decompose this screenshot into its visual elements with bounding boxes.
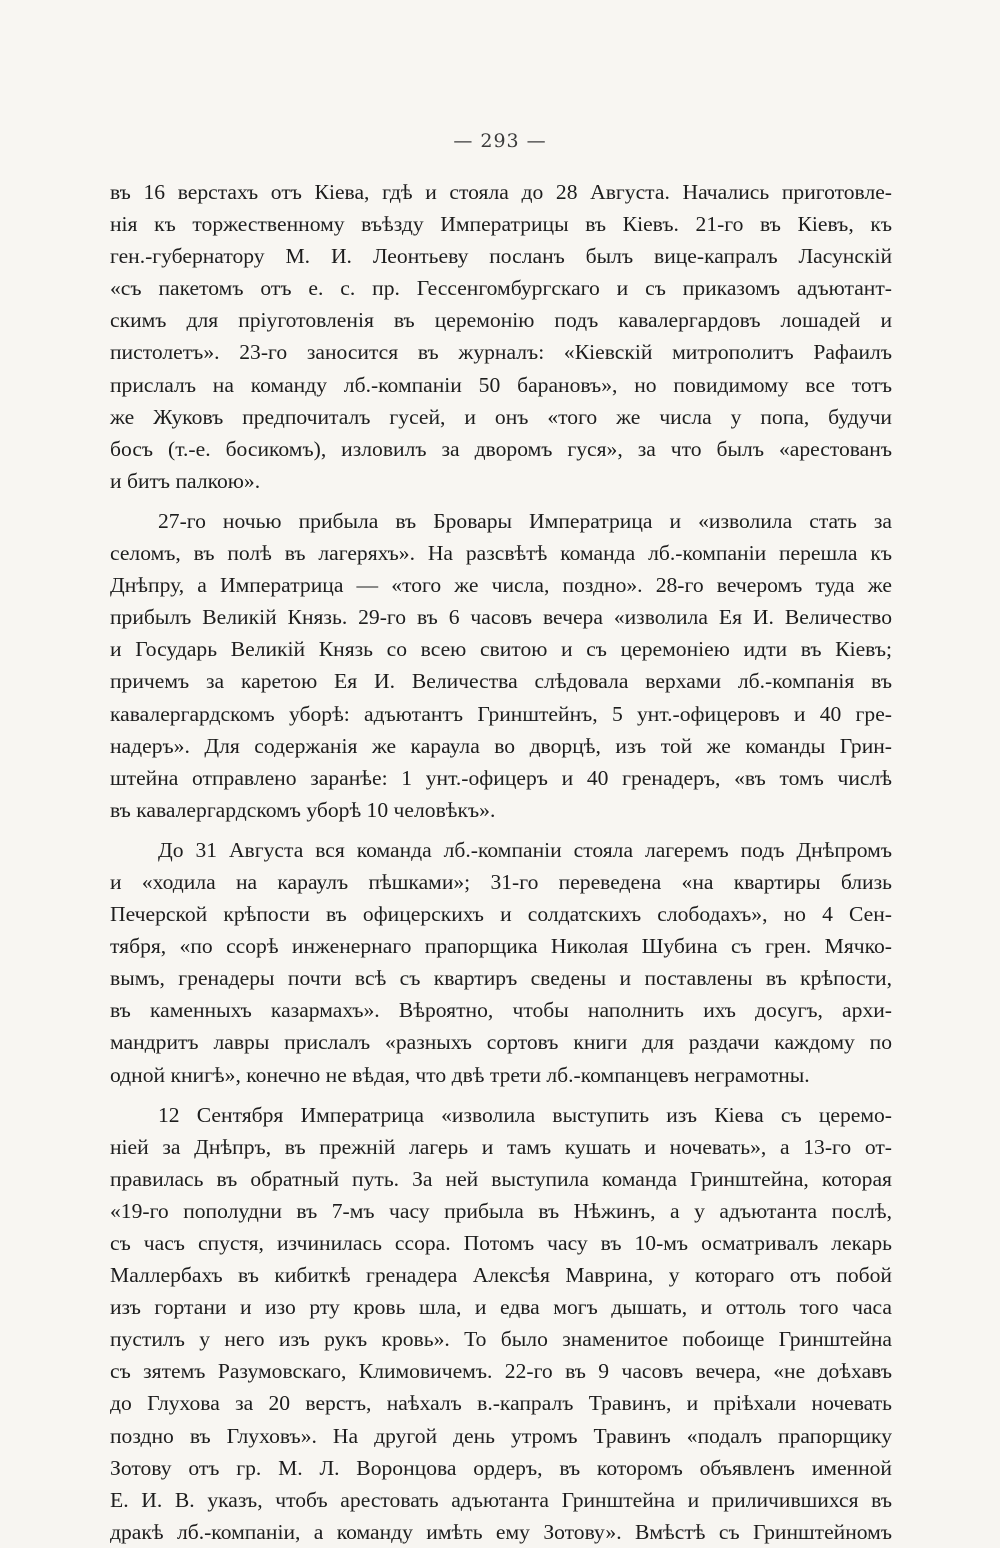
text-line: Зотову отъ гр. М. Л. Воронцова ордеръ, въ которомъ объявленъ именной [110,1455,892,1480]
text-line: Е. И. В. указъ, чтобъ арестовать адъютанта Гринштейна и приличившихся въ [110,1487,892,1512]
text-line: Маллербахъ въ кибиткѣ гренадера Алексѣя Маврина, у котораго отъ побой [110,1263,892,1288]
text-line: дракѣ лб.-компаніи, а команду имѣть ему Зотову». Вмѣстѣ съ Гринштейномъ [110,1519,892,1544]
text-line: изъ гортани и изо рту кровь шла, и едва могъ дышать, и оттоль того часа [110,1295,892,1320]
text-line: и битъ палкою». [110,468,261,493]
text-line: Печерской крѣпости въ офицерскихъ и солдатскихъ слободахъ», но 4 Сен- [110,902,892,927]
text-line: въ 16 верстахъ отъ Кіева, гдѣ и стояла до 28 Августа. Начались приготовле- [110,180,892,204]
text-line: съ часъ спустя, изчинилась ссора. Потомъ часу въ 10-мъ осматривалъ лекарь [110,1231,892,1255]
text-line: 12 Сентября Императрица «изволила выступить изъ Кіева съ церемо- [158,1102,892,1127]
text-line: «19-го пополудни въ 7-мъ часу прибыла въ Нѣжинъ, а у адъютанта послѣ, [110,1198,892,1223]
text-line: же Жуковъ предпочиталъ гусей, и онъ «того же числа у попа, будучи [110,404,892,429]
text-line: селомъ, въ полѣ въ лагеряхъ». На разсвѣтѣ команда лб.-компаніи перешла къ [110,541,892,566]
text-line: ген.-губернатору М. И. Леонтьеву посланъ былъ вице-капралъ Ласунскій [110,244,892,269]
text-line: причемъ за каретою Ея И. Величества слѣдовала верхами лб.-компанія въ [110,669,892,694]
text-line: ніей за Днѣпръ, въ прежній лагерь и тамъ кушать и ночевать», а 13-го от- [110,1134,892,1159]
paragraph [110,176,892,497]
text-line: въ каменныхъ казармахъ». Вѣроятно, чтобы наполнить ихъ досугъ, архи- [110,998,892,1023]
text-line: скимъ для пріуготовленія въ церемонію подъ кавалергардовъ лошадей и [110,308,892,333]
text-line: вымъ, гренадеры почти всѣ съ квартиръ сведены и поставлены въ крѣпости, [110,966,892,991]
text-line: пистолетъ». 23-го заносится въ журналъ: «Кіевскій митрополитъ Рафаилъ [110,340,892,365]
body-text [110,176,892,1548]
text-line: штейна отправлено заранѣе: 1 унт.-офицеръ и 40 гренадеръ, «въ томъ числѣ [110,765,892,790]
text-line: правилась въ обратный путь. За ней выступила команда Гринштейна, которая [110,1166,892,1191]
text-line: до Глухова за 20 верстъ, наѣхалъ в.-капралъ Травинъ, и пріѣхали ночевать [110,1391,892,1416]
text-line: Днѣпру, а Императрица — «того же числа, поздно». 28-го вечеромъ туда же [110,573,892,598]
text-line: До 31 Августа вся команда лб.-компаніи стояла лагеремъ подъ Днѣпромъ [158,837,892,862]
text-line: кавалергардскомъ уборѣ: адъютантъ Гринштейнъ, 5 унт.-офицеровъ и 40 гре- [110,701,892,726]
text-line: тября, «по ссорѣ инженернаго прапорщика Николая Шубина съ грен. Мячко- [110,934,892,959]
text-line: надеръ». Для содержанія же караула во дворцѣ, изъ той же команды Грин- [110,733,892,758]
text-line: босъ (т.-е. босикомъ), изловилъ за дворомъ гуся», за что былъ «арестованъ [110,436,892,461]
text-line: прислалъ на команду лб.-компаніи 50 барановъ», но повидимому все тотъ [110,372,892,397]
text-line: одной книгѣ», конечно не вѣдая, что двѣ трети лб.-компанцевъ неграмотны. [110,1062,810,1087]
text-line: пустилъ у него изъ рукъ кровь». То было знаменитое побоище Гринштейна [110,1327,892,1352]
text-line: съ зятемъ Разумовскаго, Климовичемъ. 22-го въ 9 часовъ вечера, «не доѣхавъ [110,1359,892,1384]
paragraph [110,505,892,826]
text-line: и «ходила на караулъ пѣшками»; 31-го переведена «на квартиры близь [110,869,892,894]
text-line: 27-го ночью прибыла въ Бровары Императрица и «изволила стать за [158,508,892,533]
text-line: прибылъ Великій Князь. 29-го въ 6 часовъ вечера «изволила Ея И. Величество [110,605,892,630]
page-number: — 293 — [453,130,547,152]
text-line: въ кавалергардскомъ уборѣ 10 человѣкъ». [110,797,496,822]
paragraph [110,834,892,1091]
text-line: нія къ торжественному въѣзду Императрицы въ Кіевъ. 21-го въ Кіевъ, къ [110,212,892,237]
text-line: поздно въ Глуховъ». На другой день утромъ Травинъ «подалъ прапорщику [110,1423,892,1448]
text-line: «съ пакетомъ отъ е. с. пр. Гессенгомбургскаго и съ приказомъ адъютант- [110,276,892,301]
text-line: и Государь Великій Князь со всею свитою и съ церемоніею идти въ Кіевъ; [110,637,892,662]
paragraph [110,1099,892,1548]
text-line: мандритъ лавры прислалъ «разныхъ сортовъ книги для раздачи каждому по [110,1030,892,1055]
